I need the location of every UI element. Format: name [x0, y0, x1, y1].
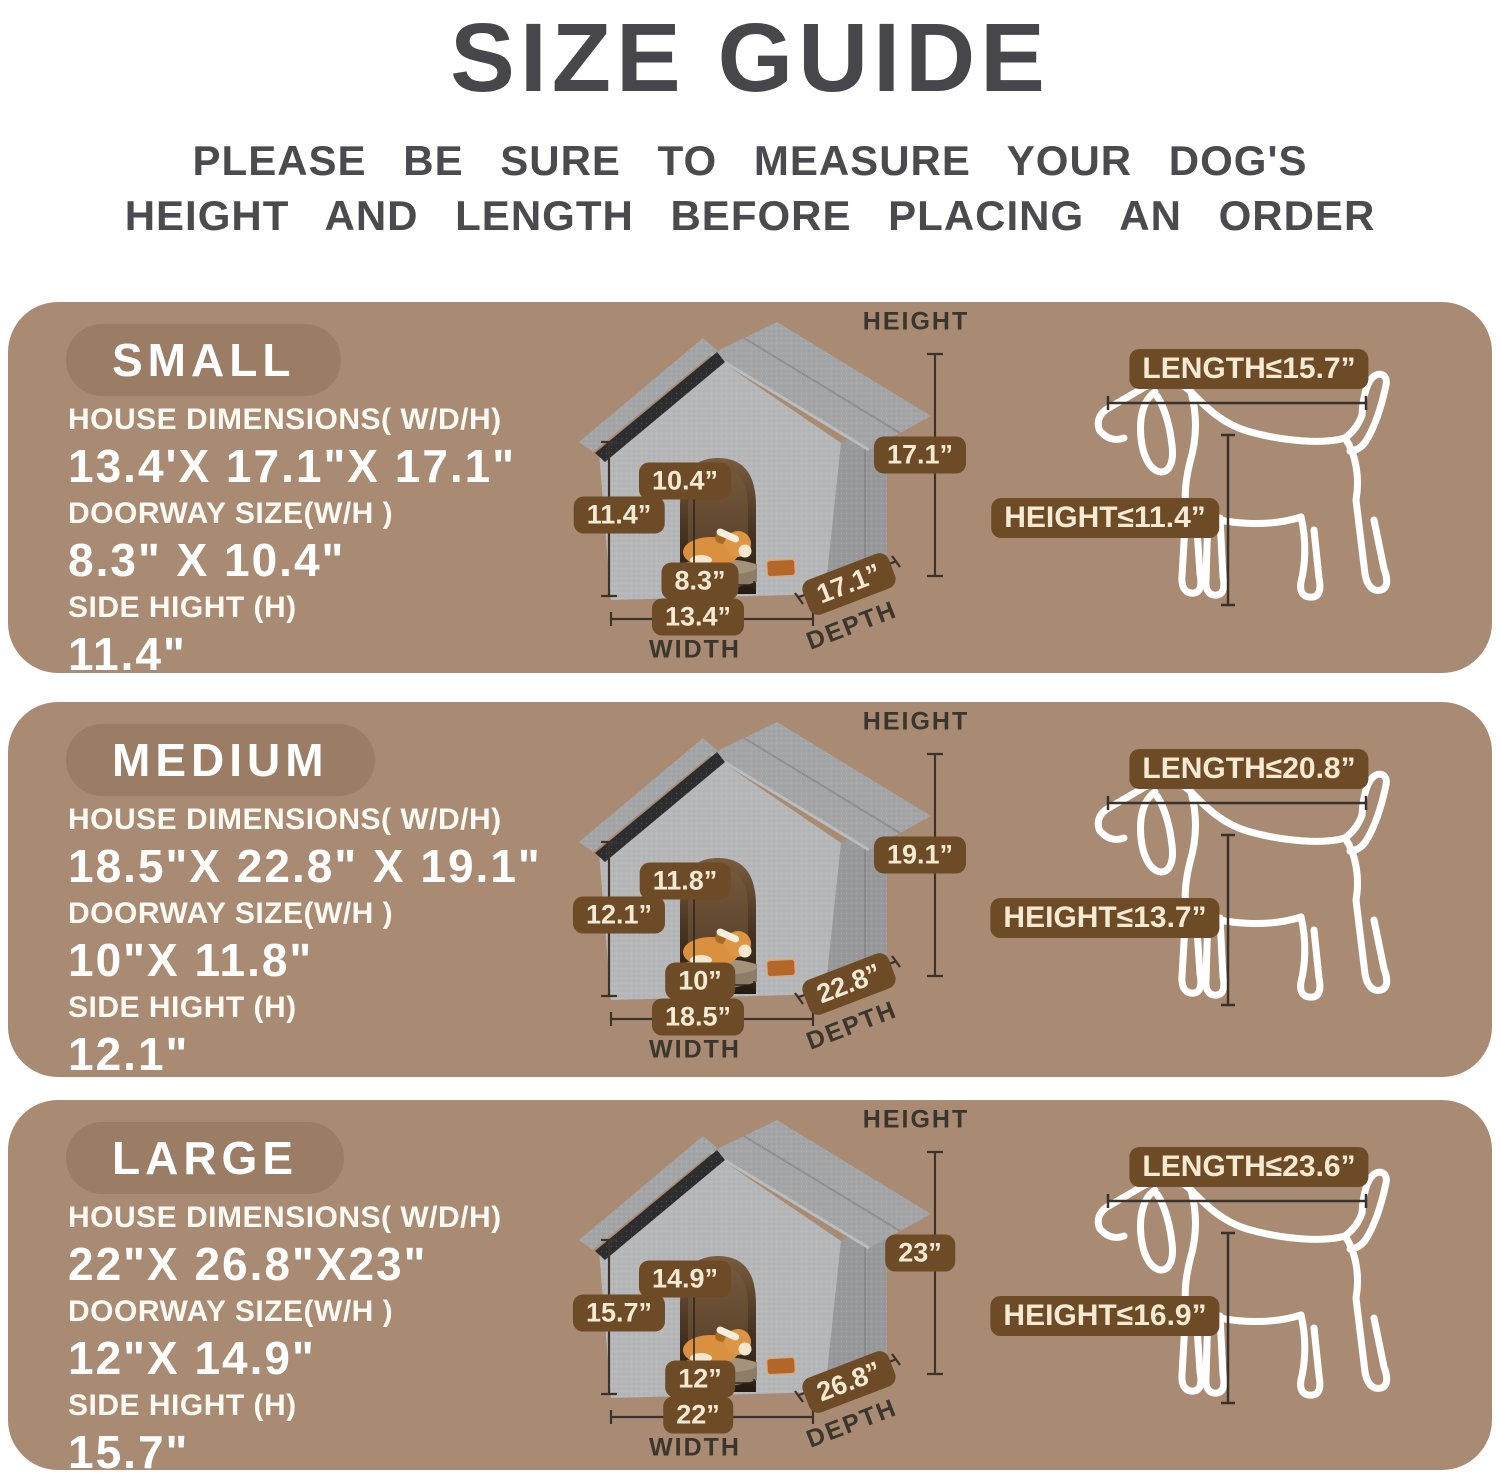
doorway-size-value: 12"X 14.9"	[68, 1332, 316, 1384]
width-axis-label: WIDTH	[649, 635, 741, 664]
depth-axis-label: DEPTH	[802, 595, 902, 656]
width-badge: 18.5”	[652, 999, 744, 1036]
house-dimensions-group	[68, 403, 528, 493]
page-title: SIZE GUIDE	[450, 3, 1050, 112]
dog-height-badge: HEIGHT≤13.7”	[990, 898, 1219, 938]
size-panel-medium	[8, 702, 1492, 1080]
height-axis-label: HEIGHT	[862, 1105, 970, 1134]
house-diagram	[553, 1105, 983, 1478]
doorway-size-group	[68, 497, 528, 587]
house-dimensions-group	[68, 803, 542, 893]
subtitle-line-1: PLEASE BE SURE TO MEASURE YOUR DOG'S	[192, 137, 1308, 184]
doorway-size-group	[68, 1295, 528, 1385]
page-subtitle	[40, 134, 1460, 243]
side-height-value: 12.1"	[68, 1028, 190, 1080]
house-diagram	[553, 707, 983, 1080]
door-height-badge: 10.4”	[639, 463, 731, 500]
side-height-label: SIDE HIGHT (H)	[68, 991, 297, 1024]
house-illustration	[553, 707, 983, 1080]
dog-diagram	[993, 728, 1493, 1058]
dog-height-badge: HEIGHT≤16.9”	[990, 1296, 1219, 1336]
dog-length-badge: LENGTH≤23.6”	[1129, 1147, 1368, 1187]
door-width-badge: 10”	[665, 963, 735, 1000]
door-width-badge: 12”	[665, 1361, 735, 1398]
door-width-badge: 8.3”	[661, 563, 738, 600]
doorway-size-value: 10"X 11.8"	[68, 934, 314, 986]
width-badge: 13.4”	[652, 599, 744, 636]
house-dimensions-group	[68, 1201, 528, 1291]
doorway-size-label: DOORWAY SIZE(W/H )	[68, 897, 394, 930]
depth-axis-label: DEPTH	[802, 995, 902, 1056]
side-height-badge: 11.4”	[574, 497, 665, 534]
side-height-value: 11.4"	[68, 628, 187, 680]
doorway-size-value: 8.3" X 10.4"	[68, 534, 346, 586]
side-height-badge: 15.7”	[573, 1295, 665, 1332]
dog-diagram	[993, 328, 1493, 658]
house-dimensions-label: HOUSE DIMENSIONS( W/D/H)	[68, 403, 502, 436]
house-height-badge: 19.1”	[874, 837, 966, 874]
large-spec-column	[66, 1100, 516, 1478]
door-height-badge: 11.8”	[640, 863, 731, 900]
house-height-badge: 17.1”	[874, 437, 966, 474]
house-dimensions-value: 22"X 26.8"X23"	[68, 1238, 428, 1290]
depth-badge: 22.8”	[799, 950, 898, 1018]
width-axis-label: WIDTH	[649, 1035, 741, 1064]
medium-spec-column	[66, 702, 542, 1080]
dog-length-badge: LENGTH≤15.7”	[1129, 349, 1368, 389]
house-dimensions-label: HOUSE DIMENSIONS( W/D/H)	[68, 803, 502, 836]
house-height-badge: 23”	[885, 1235, 955, 1272]
dog-diagram	[993, 1126, 1493, 1456]
house-illustration	[553, 307, 983, 680]
dog-height-badge: HEIGHT≤11.4”	[991, 498, 1219, 538]
width-badge: 22”	[663, 1397, 733, 1434]
height-axis-label: HEIGHT	[862, 707, 970, 736]
doorway-size-label: DOORWAY SIZE(W/H )	[68, 1295, 394, 1328]
size-name-pill: SMALL	[66, 324, 341, 396]
side-height-label: SIDE HIGHT (H)	[68, 591, 297, 624]
side-height-group	[68, 1389, 528, 1479]
height-axis-label: HEIGHT	[862, 307, 970, 336]
side-height-group	[68, 991, 528, 1081]
doorway-size-group	[68, 897, 528, 987]
doorway-size-label: DOORWAY SIZE(W/H )	[68, 497, 394, 530]
house-dimensions-value: 18.5"X 22.8" X 19.1"	[68, 840, 542, 892]
small-spec-column	[66, 302, 517, 680]
size-name-pill: LARGE	[66, 1122, 344, 1194]
house-diagram	[553, 307, 983, 680]
header	[0, 0, 1500, 243]
subtitle-line-2: HEIGHT AND LENGTH BEFORE PLACING AN ORDER	[124, 191, 1376, 239]
depth-badge: 26.8”	[799, 1348, 898, 1416]
size-panel-small	[8, 302, 1492, 680]
house-dimensions-label: HOUSE DIMENSIONS( W/D/H)	[68, 1201, 502, 1234]
house-illustration	[553, 1105, 983, 1478]
side-height-label: SIDE HIGHT (H)	[68, 1389, 297, 1422]
dog-length-badge: LENGTH≤20.8”	[1129, 749, 1368, 789]
width-axis-label: WIDTH	[649, 1433, 741, 1462]
size-panel-large	[8, 1100, 1492, 1478]
depth-badge: 17.1”	[799, 550, 898, 618]
side-height-value: 15.7"	[68, 1426, 190, 1478]
house-dimensions-value: 13.4'X 17.1"X 17.1"	[68, 440, 517, 492]
door-height-badge: 14.9”	[639, 1261, 731, 1298]
depth-axis-label: DEPTH	[802, 1393, 902, 1454]
side-height-group	[68, 591, 528, 681]
side-height-badge: 12.1”	[573, 897, 665, 934]
size-name-pill: MEDIUM	[66, 724, 375, 796]
